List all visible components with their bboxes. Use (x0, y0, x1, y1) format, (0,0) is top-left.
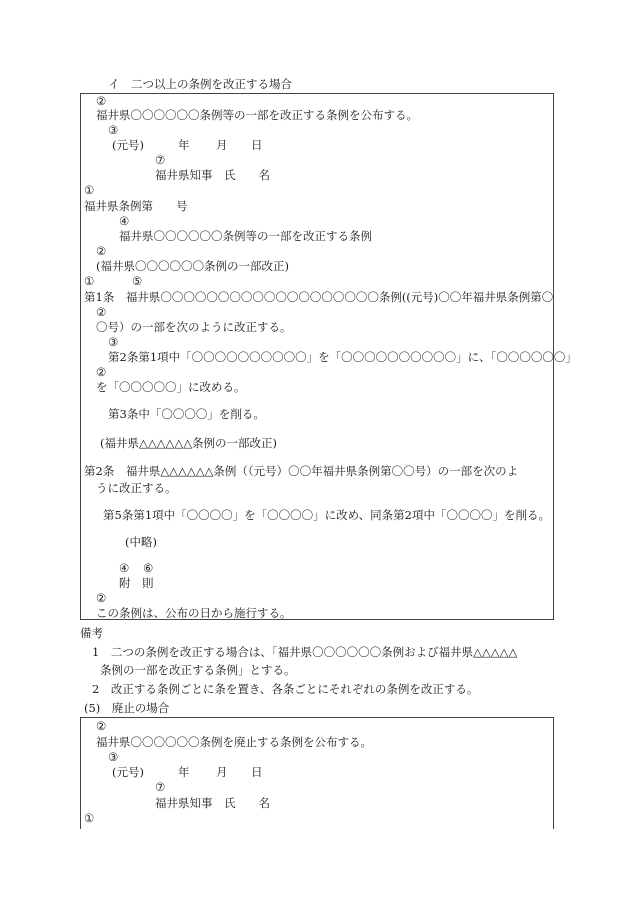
remark-2: 2 改正する条例ごとに条を置き、各条ごとにそれぞれの条例を改正する。 (92, 682, 479, 696)
governor-signature-line: 福井県知事 氏 名 (155, 168, 270, 182)
circled-number-marker: ② (96, 94, 107, 108)
circled-number-marker: ② (96, 365, 107, 379)
ordinance-title: 福井県〇〇〇〇〇〇条例等の一部を改正する条例 (119, 229, 372, 243)
omission-note: (中略) (125, 535, 157, 549)
circled-number-marker: ③ (108, 123, 119, 137)
year-label: 年 (178, 765, 190, 779)
article-1-text: 第1条 福井県〇〇〇〇〇〇〇〇〇〇〇〇〇〇〇〇〇〇〇条例((元号)〇〇年福井県条例第〇 (84, 290, 554, 304)
governor-signature-line: 福井県知事 氏 名 (155, 796, 270, 810)
circled-number-marker: ② (96, 305, 107, 319)
circled-number-marker: ③ (108, 750, 119, 764)
circled-number-marker: ② (96, 719, 107, 733)
article-2-text-continued: うに改正する。 (96, 481, 177, 495)
article-1-text-continued: 〇号）の一部を次のように改正する。 (96, 320, 292, 334)
supplementary-provisions-heading: 附 則 (119, 576, 154, 590)
circled-number-marker: ⑥ (143, 561, 154, 575)
day-label: 日 (251, 765, 263, 779)
remarks-title: 備考 (80, 626, 103, 640)
circled-number-marker: ② (96, 591, 107, 605)
circled-number-marker: ③ (108, 335, 119, 349)
era-name-label: (元号) (112, 765, 144, 779)
day-label: 日 (251, 138, 263, 152)
circled-number-marker: ② (96, 244, 107, 258)
circled-number-marker: ① (84, 811, 95, 825)
circled-number-marker: ⑦ (155, 153, 166, 167)
article-caption: (福井県〇〇〇〇〇〇条例の一部改正) (96, 259, 289, 273)
amendment-clause-continued: を「〇〇〇〇〇」に改める。 (96, 380, 246, 394)
circled-number-marker: ⑤ (132, 274, 143, 288)
deletion-clause: 第3条中「〇〇〇〇」を削る。 (108, 407, 265, 421)
ordinance-template-box-repeal (80, 717, 554, 829)
section-heading-multiple-ordinances: イ 二つ以上の条例を改正する場合 (108, 77, 292, 91)
amendment-clause: 第5条第1項中「〇〇〇〇」を「〇〇〇〇」に改め、同条第2項中「〇〇〇〇」を削る。 (103, 508, 550, 522)
amendment-clause: 第2条第1項中「〇〇〇〇〇〇〇〇〇〇」を「〇〇〇〇〇〇〇〇〇〇」に、「〇〇〇〇〇〇」 (108, 350, 577, 364)
circled-number-marker: ⑦ (155, 780, 166, 794)
ordinance-number-line: 福井県条例第 号 (84, 199, 188, 213)
era-name-label: (元号) (112, 138, 144, 152)
remark-1-continued: 条例の一部を改正する条例」とする。 (100, 663, 296, 677)
article-2-text: 第2条 福井県△△△△△△条例（（元号）〇〇年福井県条例第〇〇号）の一部を次のよ (84, 464, 519, 478)
remark-1: 1 二つの条例を改正する場合は、「福井県〇〇〇〇〇〇条例および福井県△△△△△ (92, 645, 518, 659)
enforcement-clause: この条例は、公布の日から施行する。 (96, 606, 292, 620)
article-caption: (福井県△△△△△△条例の一部改正) (100, 436, 278, 450)
circled-number-marker: ④ (119, 214, 130, 228)
promulgation-statement: 福井県〇〇〇〇〇〇条例等の一部を改正する条例を公布する。 (96, 108, 418, 122)
month-label: 月 (216, 138, 228, 152)
circled-number-marker: ① (84, 274, 95, 288)
circled-number-marker: ① (84, 183, 95, 197)
month-label: 月 (216, 765, 228, 779)
year-label: 年 (178, 138, 190, 152)
section-heading-repeal: (5) 廃止の場合 (84, 701, 170, 715)
promulgation-statement: 福井県〇〇〇〇〇〇条例を廃止する条例を公布する。 (96, 735, 372, 749)
circled-number-marker: ④ (119, 561, 130, 575)
